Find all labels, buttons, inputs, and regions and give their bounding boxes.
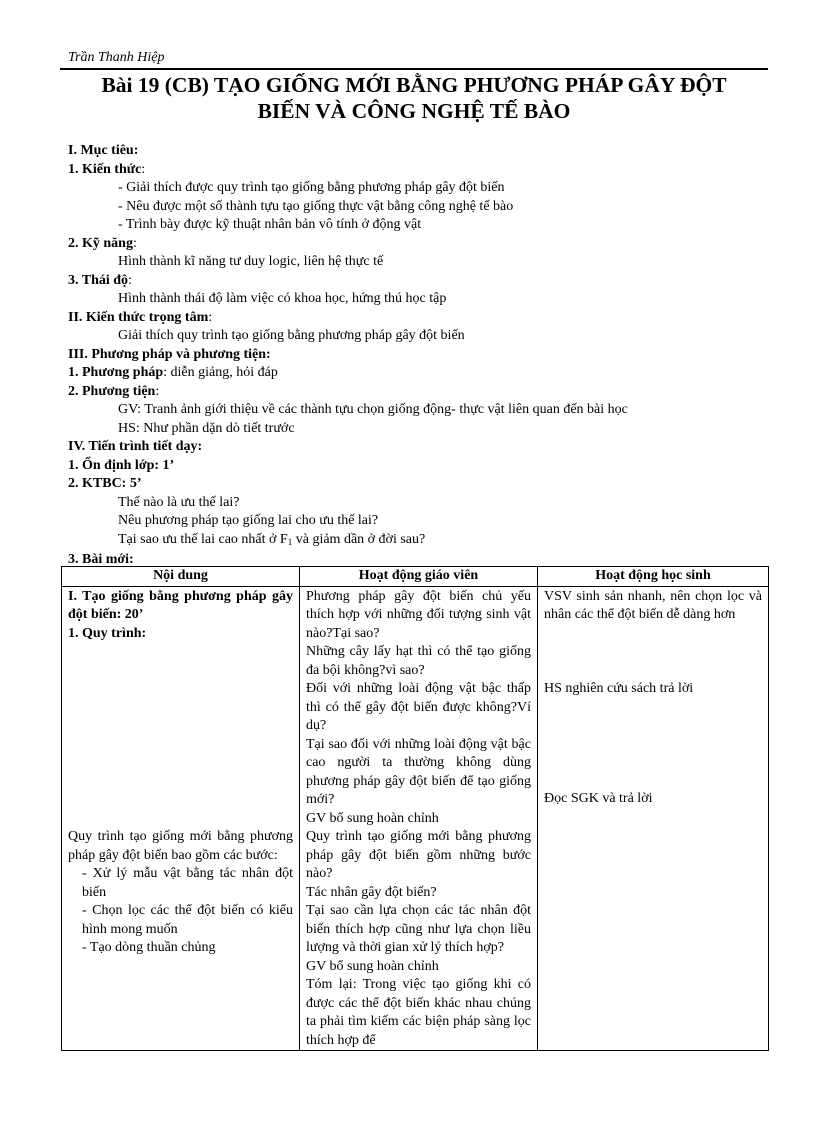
author-name: Trần Thanh Hiệp	[68, 50, 165, 65]
teacher-summary: Tóm lại: Trong việc tạo giống khi có được các thể đột biến khác nhau chúng ta phải tìm kiếm các biện pháp sàng lọc thích hợp để	[306, 977, 531, 1048]
table-row	[62, 586, 769, 1051]
skills-heading: 2. Kỹ năng	[68, 235, 133, 251]
process-step: - Tạo dòng thuần chủng	[82, 940, 216, 955]
review-question: Thế nào là ưu thế lai?	[118, 494, 240, 510]
header-content: Nội dung	[62, 567, 300, 587]
step-stabilize: 1. Ổn định lớp: 1’	[68, 457, 175, 473]
content-cell	[62, 586, 300, 1051]
method-text: : diễn giảng, hỏi đáp	[163, 365, 278, 380]
knowledge-heading: 1. Kiến thức	[68, 161, 142, 177]
review-question: Nêu phương pháp tạo giống lai cho ưu thế lai?	[118, 513, 379, 528]
means-heading-line: 2. Phương tiện:	[68, 383, 160, 399]
header-rule	[60, 68, 768, 70]
teacher-note: GV bổ sung hoàn chỉnh	[306, 958, 439, 974]
lesson-body	[68, 142, 768, 570]
student-spacer	[544, 698, 762, 790]
process-step: - Xử lý mẫu vật bằng tác nhân đột biến	[82, 866, 293, 900]
attitude-heading: 3. Thái độ	[68, 272, 129, 288]
table-header-row	[62, 567, 769, 587]
review-question	[68, 531, 768, 552]
student-cell	[538, 586, 769, 1051]
student-answer: HS nghiên cứu sách trả lời	[544, 680, 694, 696]
teacher-question: Phương pháp gây đột biến chủ yếu thích hợp với những đối tượng sinh vật nào?Tại sao?	[306, 588, 531, 641]
skills-text: Hình thành kĩ năng tư duy logic, liên hệ thực tế	[118, 254, 384, 269]
lesson-plan-table	[61, 566, 769, 1051]
gv-means-text: GV: Tranh ảnh giới thiệu về các thành tựu chọn giống động- thực vật liên quan đến bài học	[118, 402, 628, 417]
step-new-lesson: 3. Bài mới:	[68, 552, 134, 567]
process-heading: IV. Tiến trình tiết dạy:	[68, 439, 203, 454]
step-review: 2. KTBC: 5’	[68, 476, 142, 491]
method-line	[68, 364, 768, 383]
sub-title: 1. Quy trình:	[68, 625, 147, 641]
skills-heading-line: 2. Kỹ năng:	[68, 235, 137, 251]
content-spacer	[68, 643, 293, 828]
focus-text: Giải thích quy trình tạo giống bằng phương pháp gây đột biến	[118, 328, 465, 343]
section-title: I. Tạo giống bằng phương pháp gây đột biến: 20’	[68, 588, 293, 622]
teacher-note: GV bổ sung hoàn chỉnh	[306, 810, 439, 826]
method-label: 1. Phương pháp	[68, 365, 164, 380]
process-step: - Chọn lọc các thể đột biến có kiểu hình mong muốn	[82, 903, 293, 937]
teacher-question: Đối với những loài động vật bậc thấp thì có thể gây đột biến được không?Ví dụ?	[306, 681, 531, 733]
focus-heading: II. Kiến thức trọng tâm	[68, 309, 209, 325]
question-text-b: và giảm dần ở đời sau?	[292, 531, 426, 547]
knowledge-heading-line: 1. Kiến thức:	[68, 161, 146, 177]
attitude-heading-line: 3. Thái độ:	[68, 272, 132, 288]
question-text-a: Tại sao ưu thế lai cao nhất ở F	[118, 531, 288, 547]
methods-heading: III. Phương pháp và phương tiện:	[68, 346, 271, 362]
means-label: 2. Phương tiện	[68, 383, 156, 399]
knowledge-item: - Nêu được một số thành tựu tạo giống thực vật bằng công nghệ tế bào	[118, 198, 514, 214]
student-spacer	[544, 625, 762, 680]
hs-means-text: HS: Như phần dặn dò tiết trước	[118, 420, 295, 436]
teacher-cell	[300, 586, 538, 1051]
attitude-text: Hình thành thái độ làm việc có khoa học, hứng thú học tập	[118, 291, 447, 306]
focus-heading-line: II. Kiến thức trọng tâm:	[68, 309, 213, 325]
teacher-question: Tác nhân gây đột biến?	[306, 884, 437, 900]
header-student: Hoạt động học sinh	[538, 567, 769, 587]
teacher-question: Tại sao đối với những loài động vật bậc cao người ta thường không dùng phương pháp gây đột biến để tạo giống mới?	[306, 736, 531, 807]
teacher-question: Những cây lấy hạt thì có thể tạo giống đa bội không?vì sao?	[306, 644, 531, 678]
knowledge-item: - Trình bày được kỹ thuật nhân bản vô tính ở động vật	[118, 217, 422, 232]
header-teacher: Hoạt động giáo viên	[300, 567, 538, 587]
student-answer: VSV sinh sản nhanh, nên chọn lọc và nhân các thể đột biến dễ dàng hơn	[544, 588, 762, 622]
teacher-question: Quy trình tạo giống mới bằng phương pháp gây đột biến gồm những bước nào?	[306, 829, 531, 881]
objectives-heading: I. Mục tiêu:	[68, 143, 139, 158]
title-line-1: Bài 19 (CB) TẠO GIỐNG MỚI BẰNG PHƯƠNG PHÁP GÂY ĐỘT	[101, 73, 727, 97]
teacher-question: Tại sao cần lựa chọn các tác nhân đột biến thích hợp cũng như lựa chọn liều lượng và thời gian xử lý thích hợp?	[306, 903, 531, 955]
title-line-2: BIẾN VÀ CÔNG NGHỆ TẾ BÀO	[257, 99, 571, 123]
knowledge-item: - Giải thích được quy trình tạo giống bằng phương pháp gây đột biến	[118, 180, 505, 195]
student-answer: Đọc SGK và trả lời	[544, 791, 653, 806]
question-subscript: 1	[287, 536, 293, 547]
lesson-title	[60, 72, 768, 124]
process-intro: Quy trình tạo giống mới bằng phương pháp gây đột biến bao gồm các bước:	[68, 829, 293, 863]
